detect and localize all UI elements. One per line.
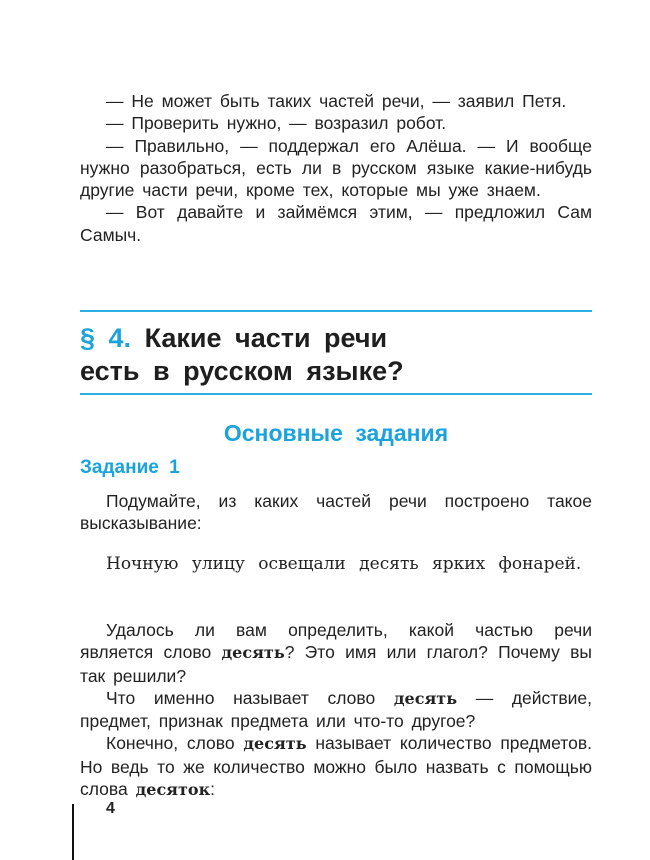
task-prompt-block — [80, 490, 592, 535]
section-heading — [80, 322, 592, 388]
text: Что именно называет слово — [106, 687, 394, 708]
dialogue-line: — Правильно, — поддержал его Алёша. — И вообще нужно разобраться, есть ли в русском языке какие-нибудь другие части речи, кроме тех, которые мы уже знаем. — [80, 135, 592, 201]
dialogue-line: — Проверить нужно, — возразил робот. — [106, 113, 447, 134]
text: — действие, предмет, признак предмета или что-то другое? — [80, 687, 592, 732]
dialogue-line: — Не может быть таких частей речи, — заявил Петя. — [106, 91, 567, 111]
task-title: Задание 1 — [80, 457, 180, 478]
text: : — [210, 779, 216, 800]
section-number: § 4. — [80, 323, 132, 353]
text: Удалось ли вам определить, какой частью речи является слово — [80, 620, 592, 663]
subheading: Основные задания — [223, 420, 449, 446]
dialogue-line: — Вот давайте и займёмся этим, — предложил Сам Самыч. — [80, 202, 592, 245]
page-number: 4 — [106, 800, 115, 817]
intro-dialogue — [80, 90, 592, 246]
explanation-block — [80, 619, 592, 801]
section-top-rule — [80, 310, 592, 312]
paragraph — [80, 687, 592, 733]
task-prompt: Подумайте, из каких частей речи построено такое высказывание: — [80, 491, 592, 534]
text: называет количество предметов. Но ведь то же количество можно было назвать с помощью слова — [80, 733, 592, 800]
paragraph — [80, 732, 592, 801]
section-title-line2: есть в русском языке? — [80, 356, 404, 386]
keyword: десять — [393, 688, 458, 708]
section-title-line1: Какие части речи — [144, 323, 388, 353]
example-sentence: Ночную улицу освещали десять ярких фонарей. — [106, 554, 582, 574]
keyword: десять — [221, 643, 285, 663]
keyword: десяток — [135, 780, 211, 800]
section-bottom-rule — [80, 393, 592, 395]
paragraph — [80, 619, 592, 687]
text: ? Это имя или глагол? Почему вы так решили? — [80, 642, 592, 686]
text: Конечно, слово — [106, 733, 244, 754]
keyword: десять — [243, 734, 307, 754]
margin-bar — [72, 804, 74, 860]
